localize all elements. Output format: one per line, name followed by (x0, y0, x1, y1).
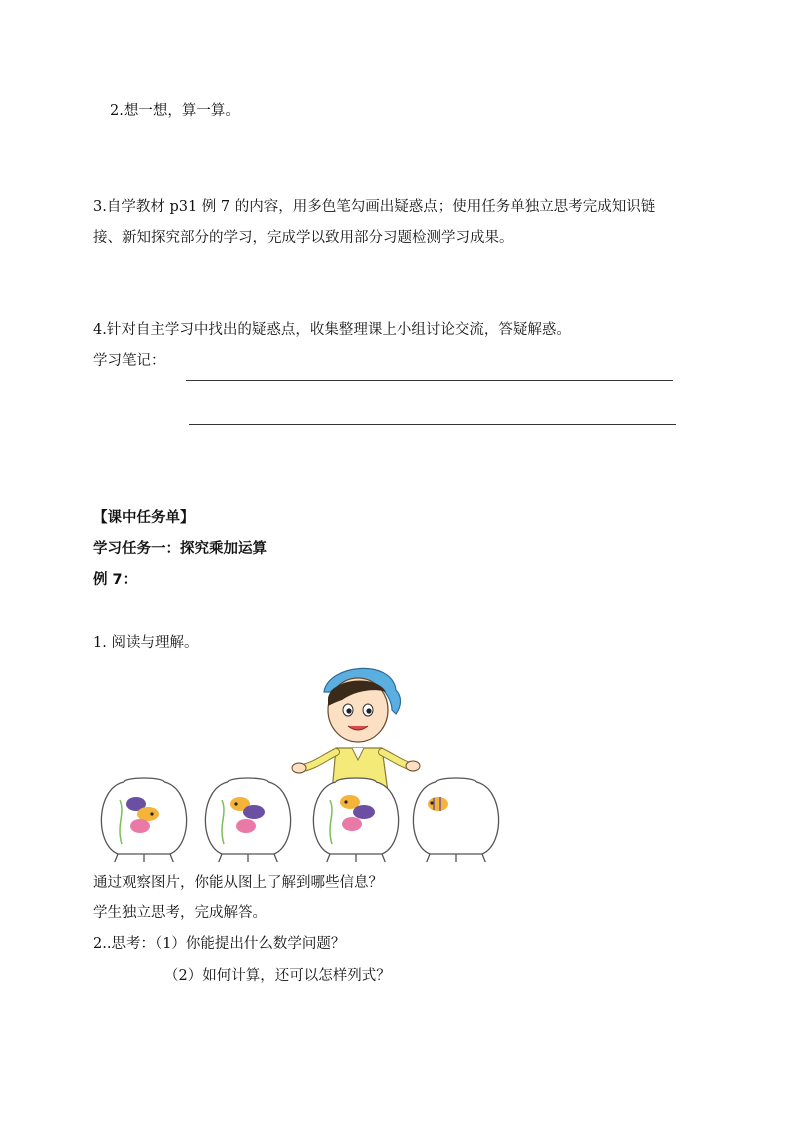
notes-label: 学习笔记： (93, 353, 166, 369)
item-4-text: 4.针对自主学习中找出的疑惑点，收集整理课上小组讨论交流，答疑解惑。 (93, 322, 571, 338)
step-1-text: 1. 阅读与理解。 (93, 635, 199, 651)
notes-line-1 (186, 380, 673, 381)
think-line-1: 2..思考：（1）你能提出什么数学问题？ (93, 936, 346, 952)
notes-line-2 (189, 424, 676, 425)
fishbowl-4 (413, 778, 498, 862)
item-3-line-1: 3.自学教材 p31 例 7 的内容，用多色笔勾画出疑惑点；使用任务单独立思考完成知识链 (93, 199, 656, 215)
boy-figure (292, 668, 420, 792)
task-1-title: 学习任务一：探究乘加运算 (93, 541, 267, 557)
answer-hint-text: 学生独立思考，完成解答。 (93, 905, 267, 921)
fishbowl-2 (205, 778, 290, 862)
think-line-2: （2）如何计算，还可以怎样列式？ (164, 968, 391, 984)
fishbowl-3 (313, 778, 398, 862)
item-2-text: 2.想一想，算一算。 (110, 103, 240, 119)
example-label: 例 7： (93, 572, 138, 588)
question-text: 通过观察图片，你能从图上了解到哪些信息？ (93, 875, 383, 891)
fishbowl-1 (101, 778, 186, 862)
boy-with-fishbowls-illustration (96, 662, 516, 862)
section-header: 【课中任务单】 (93, 510, 195, 526)
item-3-line-2: 接、新知探究部分的学习，完成学以致用部分习题检测学习成果。 (93, 230, 514, 246)
